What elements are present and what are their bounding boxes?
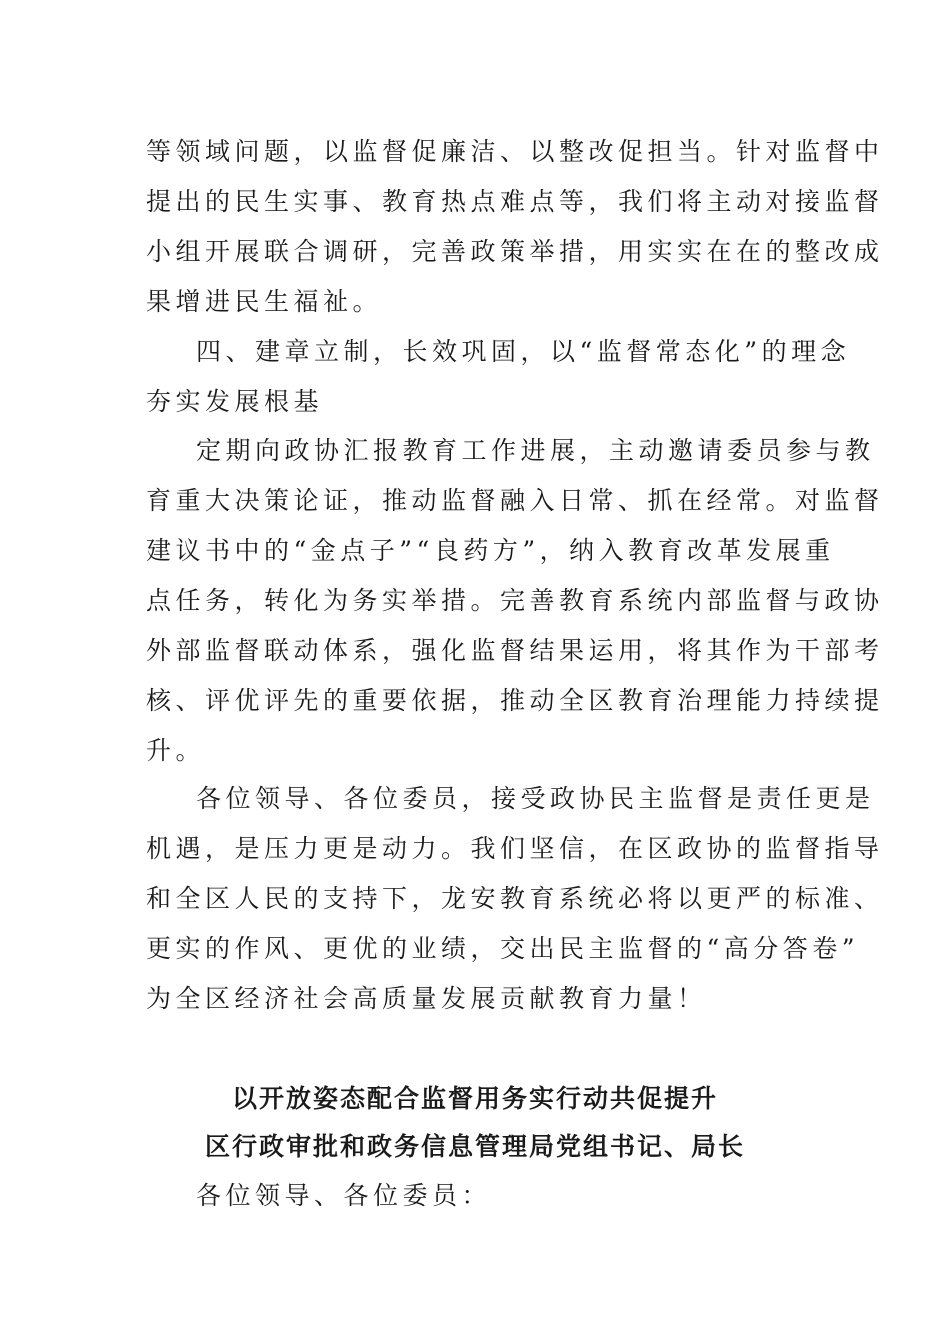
paragraph-line: 等领域问题，以监督促廉洁、以整改促担当。针对监督中 bbox=[146, 137, 884, 166]
paragraph-line: 升。 bbox=[146, 736, 206, 765]
speech-subtitle: 区行政审批和政务信息管理局党组书记、局长 bbox=[204, 1132, 745, 1161]
paragraph-line: 更实的作风、更优的业绩，交出民主监督的“高分答卷” bbox=[146, 934, 860, 963]
paragraph-line: 和全区人民的支持下，龙安教育系统必将以更严的标准、 bbox=[146, 884, 884, 913]
paragraph-line: 点任务，转化为务实举措。完善教育系统内部监督与政协 bbox=[146, 586, 884, 615]
paragraph-line: 机遇，是压力更是动力。我们坚信，在区政协的监督指导 bbox=[146, 834, 884, 863]
paragraph-line: 外部监督联动体系，强化监督结果运用，将其作为干部考 bbox=[146, 636, 884, 665]
paragraph-line: 育重大决策论证，推动监督融入日常、抓在经常。对监督 bbox=[146, 486, 884, 515]
paragraph-line: 小组开展联合调研，完善政策举措，用实实在在的整改成 bbox=[146, 237, 884, 266]
section-heading: 夯实发展根基 bbox=[146, 387, 324, 416]
paragraph-line: 定期向政协汇报教育工作进展，主动邀请委员参与教 bbox=[196, 436, 875, 465]
paragraph-line: 为全区经济社会高质量发展贡献教育力量！ bbox=[146, 984, 707, 1013]
paragraph-line: 建议书中的“金点子”“良药方”，纳入教育改革发展重 bbox=[146, 536, 835, 565]
speech-title: 以开放姿态配合监督用务实行动共促提升 bbox=[231, 1084, 718, 1113]
paragraph-line: 提出的民生实事、教育热点难点等，我们将主动对接监督 bbox=[146, 187, 884, 216]
paragraph-line: 各位领导、各位委员，接受政协民主监督是责任更是 bbox=[196, 784, 875, 813]
salutation: 各位领导、各位委员： bbox=[196, 1181, 492, 1210]
section-heading: 四、建章立制，长效巩固，以“监督常态化”的理念 bbox=[196, 337, 851, 366]
paragraph-line: 核、评优评先的重要依据，推动全区教育治理能力持续提 bbox=[146, 686, 884, 715]
paragraph-line: 果增进民生福祉。 bbox=[146, 287, 383, 316]
